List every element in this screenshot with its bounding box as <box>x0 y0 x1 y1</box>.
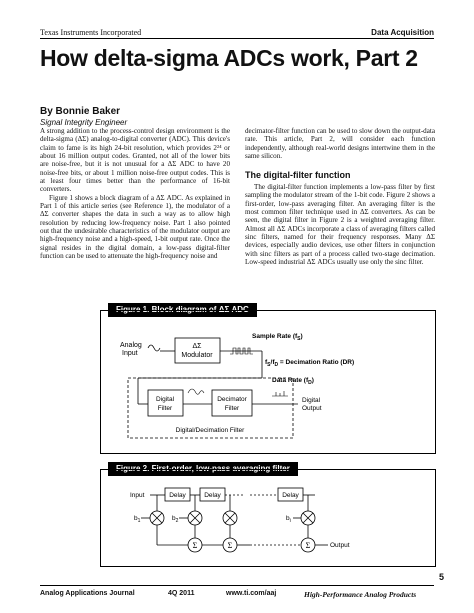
svg-text:Decimator: Decimator <box>217 396 247 403</box>
paragraph: Figure 1 shows a block diagram of a ΔΣ ADC. As explained in Part 1 of this article series (see Reference 1), the modulator of a ΔΣ converter shapes the data in such a way as to allow high resolution by reducing low-frequency noise. Part 1 also pointed out that the undesirable characteristics of the modulator output are high-frequency noise and a high-speed, 1-bit output rate. Once the signal resides in the digital domain, a low-pass digital-filter function can be used to attenuate the high-frequency noise and <box>40 193 230 261</box>
figure-2-caption: Figure 2. First-order, low-pass averaging filter <box>108 462 298 476</box>
footer-journal: Analog Applications Journal <box>40 590 135 597</box>
body-column-right <box>245 127 435 160</box>
data-rate-label: Data Rate $(f_D)$ <box>272 377 314 386</box>
figure-2-diagram <box>100 469 436 567</box>
decimation-ratio-label: $f_S/f_D$ = Decimation Ratio (DR) <box>265 359 355 368</box>
svg-text:Digital: Digital <box>155 396 175 403</box>
digital-output-label: Digital <box>302 397 321 404</box>
digital-decimation-filter-label: Digital/Decimation Filter <box>175 427 245 434</box>
footer-url[interactable]: www.ti.com/aaj <box>226 590 277 597</box>
svg-text:Input: Input <box>122 350 138 357</box>
svg-text:Delay: Delay <box>204 492 221 499</box>
footer-issue: 4Q 2011 <box>168 590 195 597</box>
svg-text:Delay: Delay <box>169 492 186 499</box>
running-header-left: Texas Instruments Incorporated <box>40 28 142 37</box>
running-header-right: Data Acquisition <box>371 28 434 37</box>
svg-text:Filter: Filter <box>224 405 240 412</box>
svg-text:Filter: Filter <box>157 405 173 412</box>
svg-text:Modulator: Modulator <box>181 352 213 359</box>
footer-tagline: High-Performance Analog Products <box>304 590 417 599</box>
section-heading: The digital-filter function <box>245 170 351 180</box>
sample-rate-label: Sample Rate $(f_S)$ <box>252 333 303 342</box>
filter-output-label: Output <box>330 542 350 549</box>
filter-input-label: Input <box>130 492 145 499</box>
author-byline: By Bonnie Baker <box>40 106 121 117</box>
svg-text:Σ: Σ <box>192 541 198 550</box>
body-column-left <box>40 127 230 261</box>
paragraph: A strong addition to the process-control design environment is the delta-sigma (ΔΣ) analog-to-digital converter (ADC). This device's claim to fame is its high 24-bit resolution, which provides 2²⁴ or about 16 million output codes. Granted, not all of the lower bits are noise-free, but it is not unusual for a ΔΣ ADC to have 20 noise-free bits, or about 1 million noise-free output codes. This is at least four times better than the performance of 16-bit converters. <box>40 127 230 194</box>
author-affiliation: Signal Integrity Engineer <box>40 118 128 127</box>
svg-text:Output: Output <box>302 405 322 412</box>
output-samples-icon <box>272 391 288 396</box>
coefficient-bi: $b_i$ <box>286 515 291 524</box>
modulator-block <box>175 338 220 363</box>
coefficient-b1: $b_1$ <box>134 515 141 524</box>
paragraph: decimator-filter function can be used to slow down the output-data rate. This article, Part 2, will consider each function independently, although real-world designs intertwine them in the same silicon. <box>245 127 435 161</box>
digital-filter-block <box>148 390 183 416</box>
analog-input-label: Analog <box>120 342 142 349</box>
decimator-filter-block <box>212 390 252 416</box>
svg-text:Σ: Σ <box>227 541 233 550</box>
figure-1-caption: Figure 1. Block diagram of ΔΣ ADC <box>108 303 257 317</box>
header-rule <box>40 38 434 39</box>
body-column-right-2 <box>245 183 435 266</box>
svg-text:Delay: Delay <box>282 492 299 499</box>
page-number: 5 <box>438 572 444 582</box>
sine-wave-icon <box>148 345 160 351</box>
figure-1-diagram <box>100 310 436 454</box>
svg-text:Σ: Σ <box>305 541 311 550</box>
svg-text:ΔΣ: ΔΣ <box>192 343 202 350</box>
filter-response-icon <box>188 389 204 394</box>
footer-rule <box>40 585 434 586</box>
paragraph: The digital-filter function implements a low-pass filter by first sampling the modulator stream of the 1-bit code. Figure 2 shows a first-order, low-pass averaging filter. An averaging filter is the most common filter technique used in ΔΣ converters. As can be seen, the digital filter in Figure 2 is a weighted averaging filter. Almost all ΔΣ ADCs incorporate a class of averaging filters called sinc filters, named for their frequency responses. Many ΔΣ devices, especially audio devices, use other filters in conjunction with sinc filters as part of a process called two-stage decimation. Low-speed industrial ΔΣ ADCs usually use only the sinc filter. <box>245 183 435 267</box>
coefficient-b2: $b_2$ <box>172 515 179 524</box>
article-title: How delta-sigma ADCs work, Part 2 <box>40 45 418 71</box>
